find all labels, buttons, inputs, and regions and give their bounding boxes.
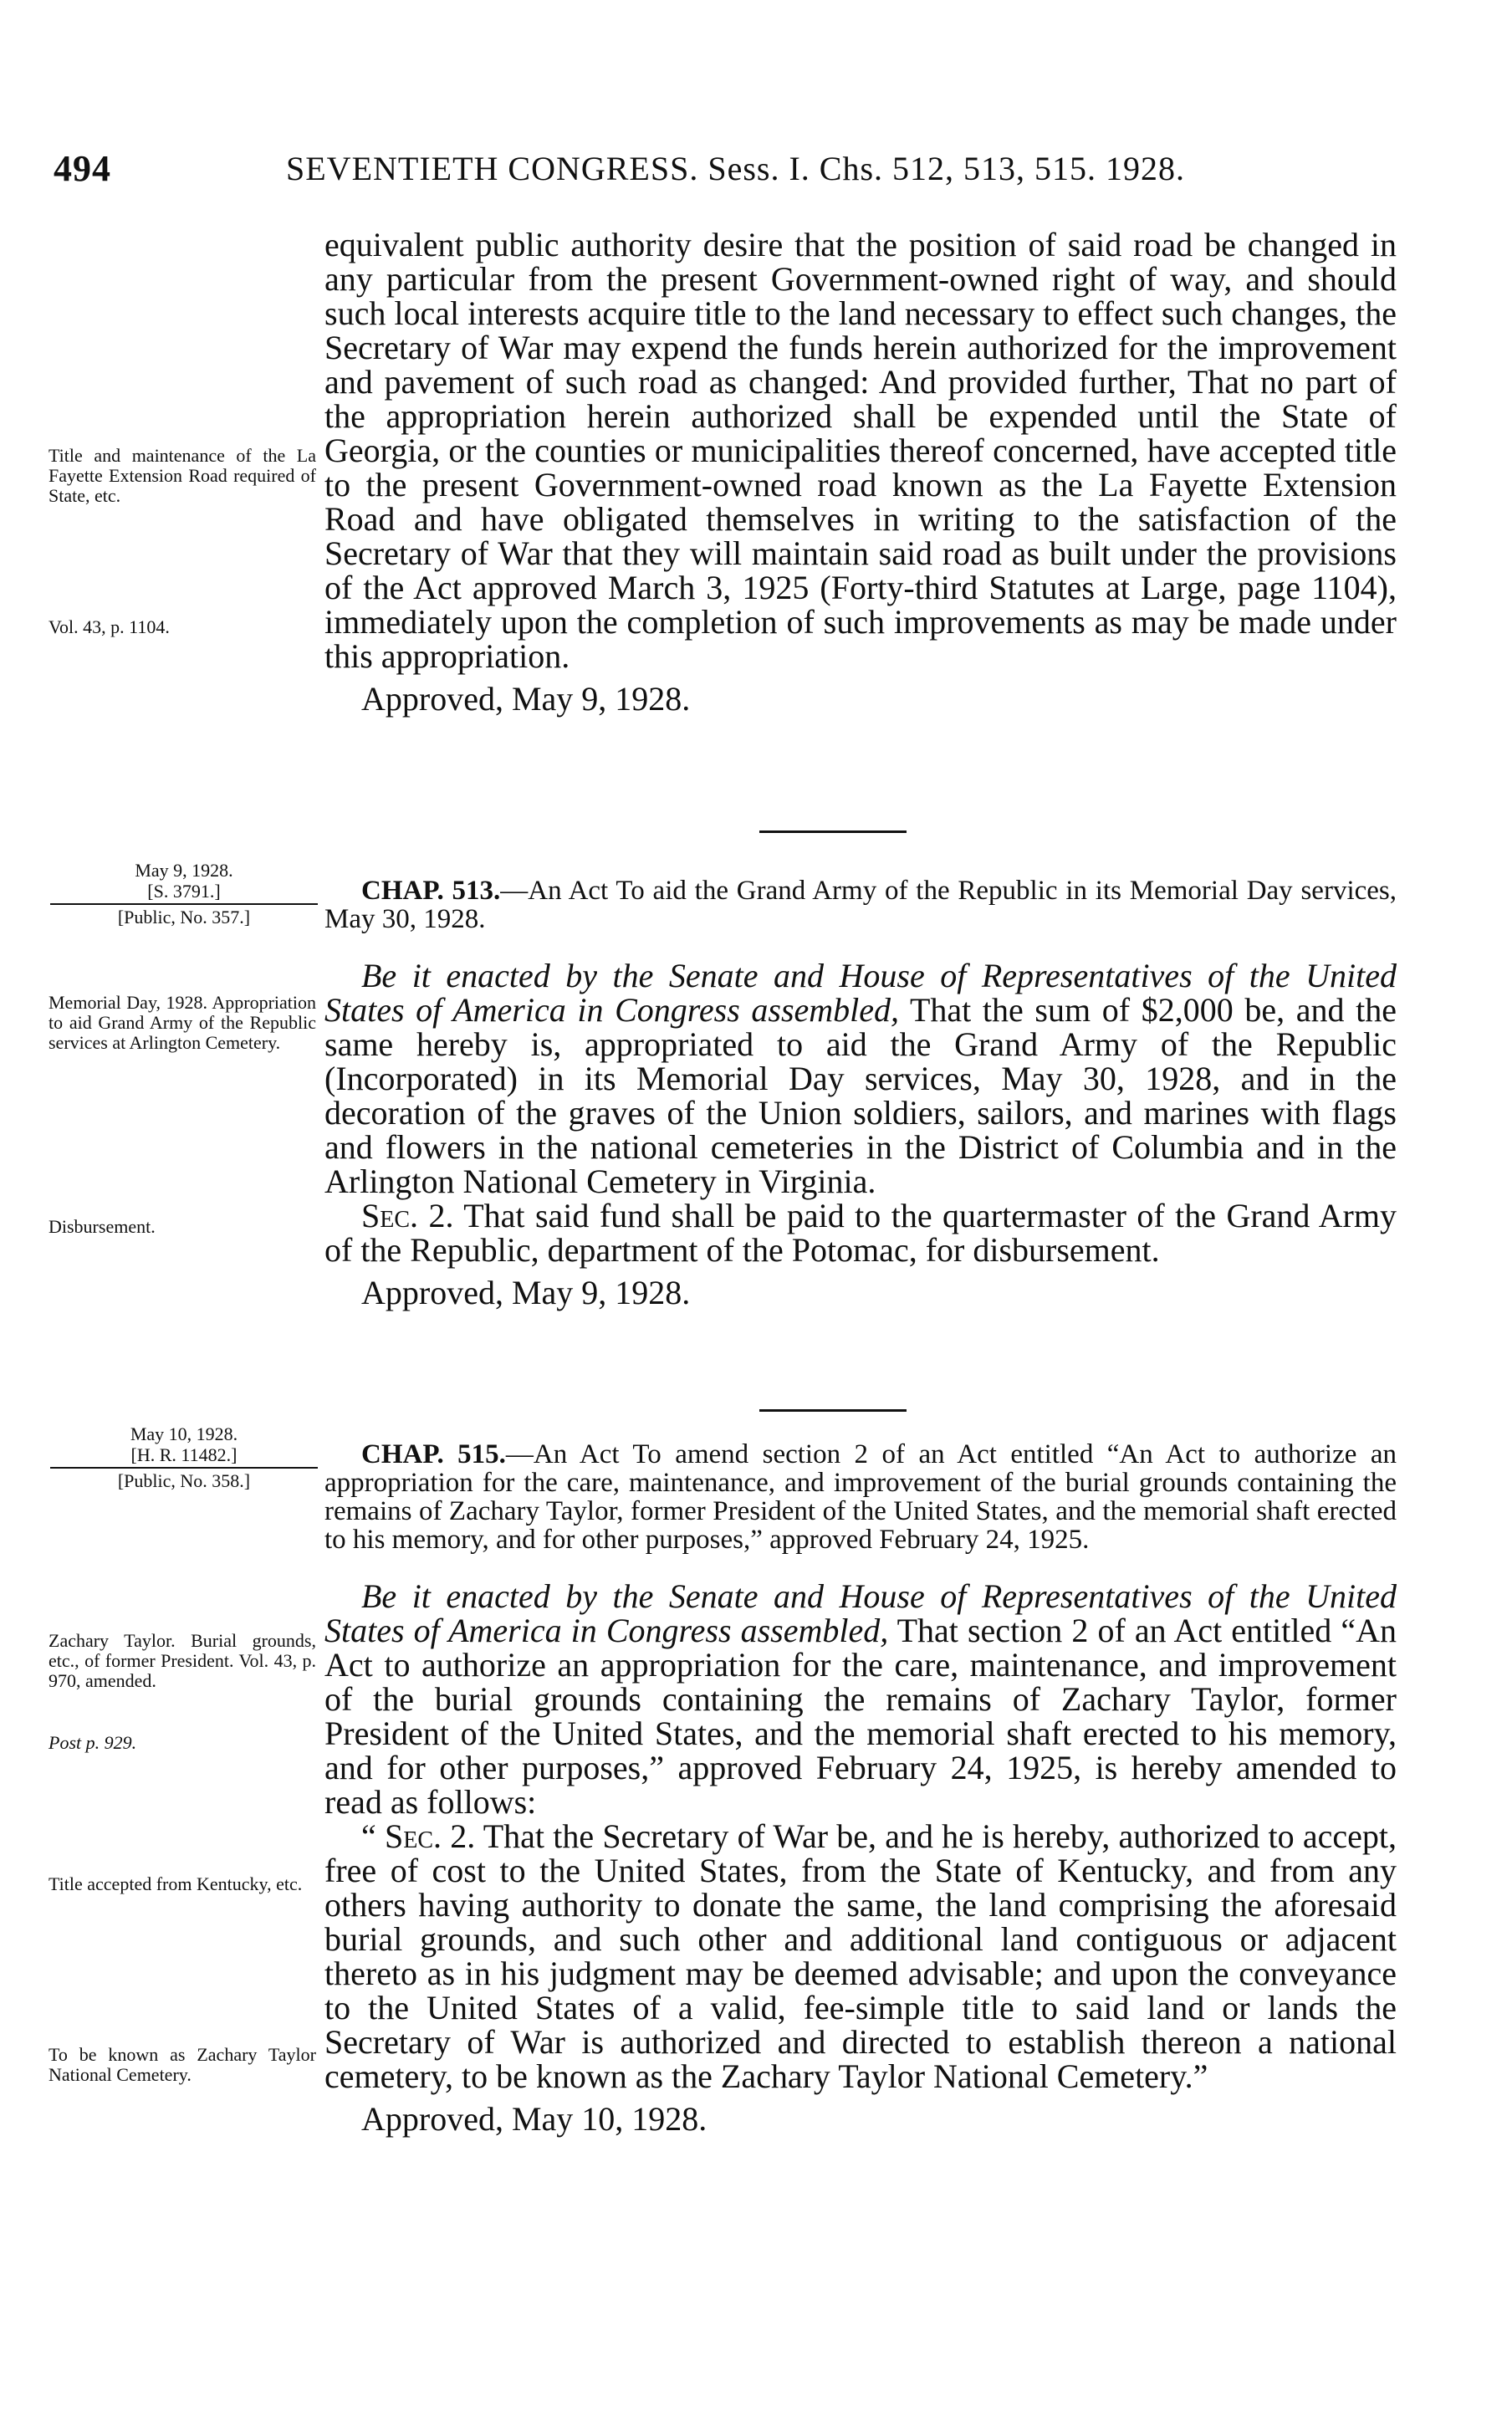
approved-line-512: Approved, May 9, 1928. (361, 680, 691, 718)
section-text-513: That said fund shall be paid to the quartermaster of the Grand Army of the Republic, department of the Potomac, for disbursement. (324, 1197, 1397, 1269)
body-text-513: That the sum of $2,000 be, and the same hereby is, appropriated to aid the Grand Army of the Republic (Incorporated) in its Memorial Day services, May 30, 1928, and in the decoration of the graves of the Union soldiers, sailors, and marines with flags and flowers in the national cemeteries in the District of Columbia and in the Arlington National Cemetery in Virginia. (324, 991, 1397, 1200)
section-divider (759, 830, 907, 833)
enacting-clause-515: Be it enacted by the Senate and House of Representatives of the United States of America in Congress assembled, (324, 1577, 1397, 1649)
section-label-515: “ Sec. 2. (361, 1817, 476, 1855)
public-number-515: [Public, No. 358.] (117, 1470, 251, 1491)
approved-line-515: Approved, May 10, 1928. (361, 2100, 707, 2138)
section-divider (759, 1409, 907, 1412)
section-2-513 (324, 1198, 1397, 1267)
continuation-text: equivalent public authority desire that the position of said road be changed in any particular from the present Government-owned right of way, and should such local interests acquire title to the land necessary to effect such changes, the Secretary of War may expend the funds herein authorized for the improvement and pavement of such road as changed: And provided further, That no part of the appropriation herein authorized shall be expended until the State of Georgia, or the counties or municipalities thereof concerned, have accepted title to the present Government-owned road known as the La Fayette Extension Road and have obligated themselves in writing to the satisfaction of the Secretary of War that they will maintain said road as built under the provisions of the Act approved March 3, 1925 (Forty-third Statutes at Large, page 1104), immediately upon the completion of such improvements as may be made under this appropriation. (324, 226, 1397, 675)
bill-reference-515 (50, 1423, 318, 1491)
chapter-number-513: CHAP. 513. (361, 876, 501, 906)
bill-number-513: [S. 3791.] (147, 881, 221, 902)
margin-note-title-accepted: Title accepted from Kentucky, etc. (49, 1873, 303, 1894)
public-number-513: [Public, No. 357.] (117, 907, 251, 927)
bill-date-515: May 10, 1928. (130, 1423, 238, 1444)
margin-note-vol43: Vol. 43, p. 1104. (49, 616, 170, 637)
chapter-number-515: CHAP. 515. (361, 1439, 506, 1469)
bill-rule-515 (50, 1467, 318, 1469)
continuation-block (324, 227, 1397, 716)
bill-reference-513 (50, 860, 318, 927)
margin-note-zachary-taylor: Zachary Taylor. Burial grounds, etc., of former President. Vol. 43, p. 970, amended. (49, 1630, 316, 1691)
section-label-513: Sec. 2. (361, 1197, 454, 1234)
post-page-ref: Post p. 929. (49, 1732, 137, 1753)
running-title: SEVENTIETH CONGRESS. Sess. I. Chs. 512, 513, 515. 1928. (286, 150, 1186, 187)
margin-note-post (49, 1733, 316, 1753)
page-number: 494 (54, 148, 111, 189)
section-text-515: That the Secretary of War be, and he is hereby, authorized to accept, free of cost to the United States, from the State of Kentucky, and from any others having authority to donate the same, the land comprising the aforesaid burial grounds, and such other and additional land contiguous or adjacent thereto as in his judgment may be deemed advisable; and upon the conveyance to the United States of a valid, fee-simple title to said land or lands the Secretary of War is authorized and directed to establish thereon a national cemetery, to be known as the Zachary Taylor National Cemetery.” (324, 1817, 1397, 2095)
chapter-513 (324, 876, 1397, 1310)
chapter-body-515 (324, 1579, 1397, 1819)
margin-note-to-be-known: To be known as Zachary Taylor National Cemetery. (49, 2044, 316, 2085)
approved-line-513: Approved, May 9, 1928. (361, 1274, 691, 1311)
chapter-heading-513 (324, 876, 1397, 933)
bill-number-515: [H. R. 11482.] (130, 1444, 238, 1465)
body-text-515: That section 2 of an Act entitled “An Act to authorize an appropriation for the care, maintenance, and improvement of the burial grounds containing the remains of Zachary Taylor, former President of the United States, and the memorial shaft erected to his memory, and for other purposes,” approved February 24, 1925, is hereby amended to read as follows: (324, 1612, 1397, 1821)
chapter-title-515: —An Act To amend section 2 of an Act entitled “An Act to authorize an appropriation for the care, maintenance, and improvement of the burial grounds containing the remains of Zachary Taylor, former President of the United States, and the memorial shaft erected to his memory, and for other purposes,” approved February 24, 1925. (324, 1439, 1397, 1555)
chapter-body-513 (324, 958, 1397, 1198)
margin-note-memorial-day: Memorial Day, 1928. Appropriation to aid Grand Army of the Republic services at Arlington Cemetery. (49, 992, 316, 1053)
margin-note-disbursement: Disbursement. (49, 1216, 156, 1237)
chapter-heading-515 (324, 1440, 1397, 1554)
chapter-515 (324, 1440, 1397, 2136)
bill-date-513: May 9, 1928. (135, 860, 233, 881)
bill-rule-513 (50, 903, 318, 905)
chapter-title-513: —An Act To aid the Grand Army of the Republic in its Memorial Day services, May 30, 1928. (324, 876, 1397, 934)
running-header (54, 147, 1395, 197)
enacting-clause-513: Be it enacted by the Senate and House of Representatives of the United States of America in Congress assembled, (324, 957, 1397, 1029)
margin-note-title-maintenance: Title and maintenance of the La Fayette Extension Road required of State, etc. (49, 445, 316, 506)
section-2-515 (324, 1819, 1397, 2093)
